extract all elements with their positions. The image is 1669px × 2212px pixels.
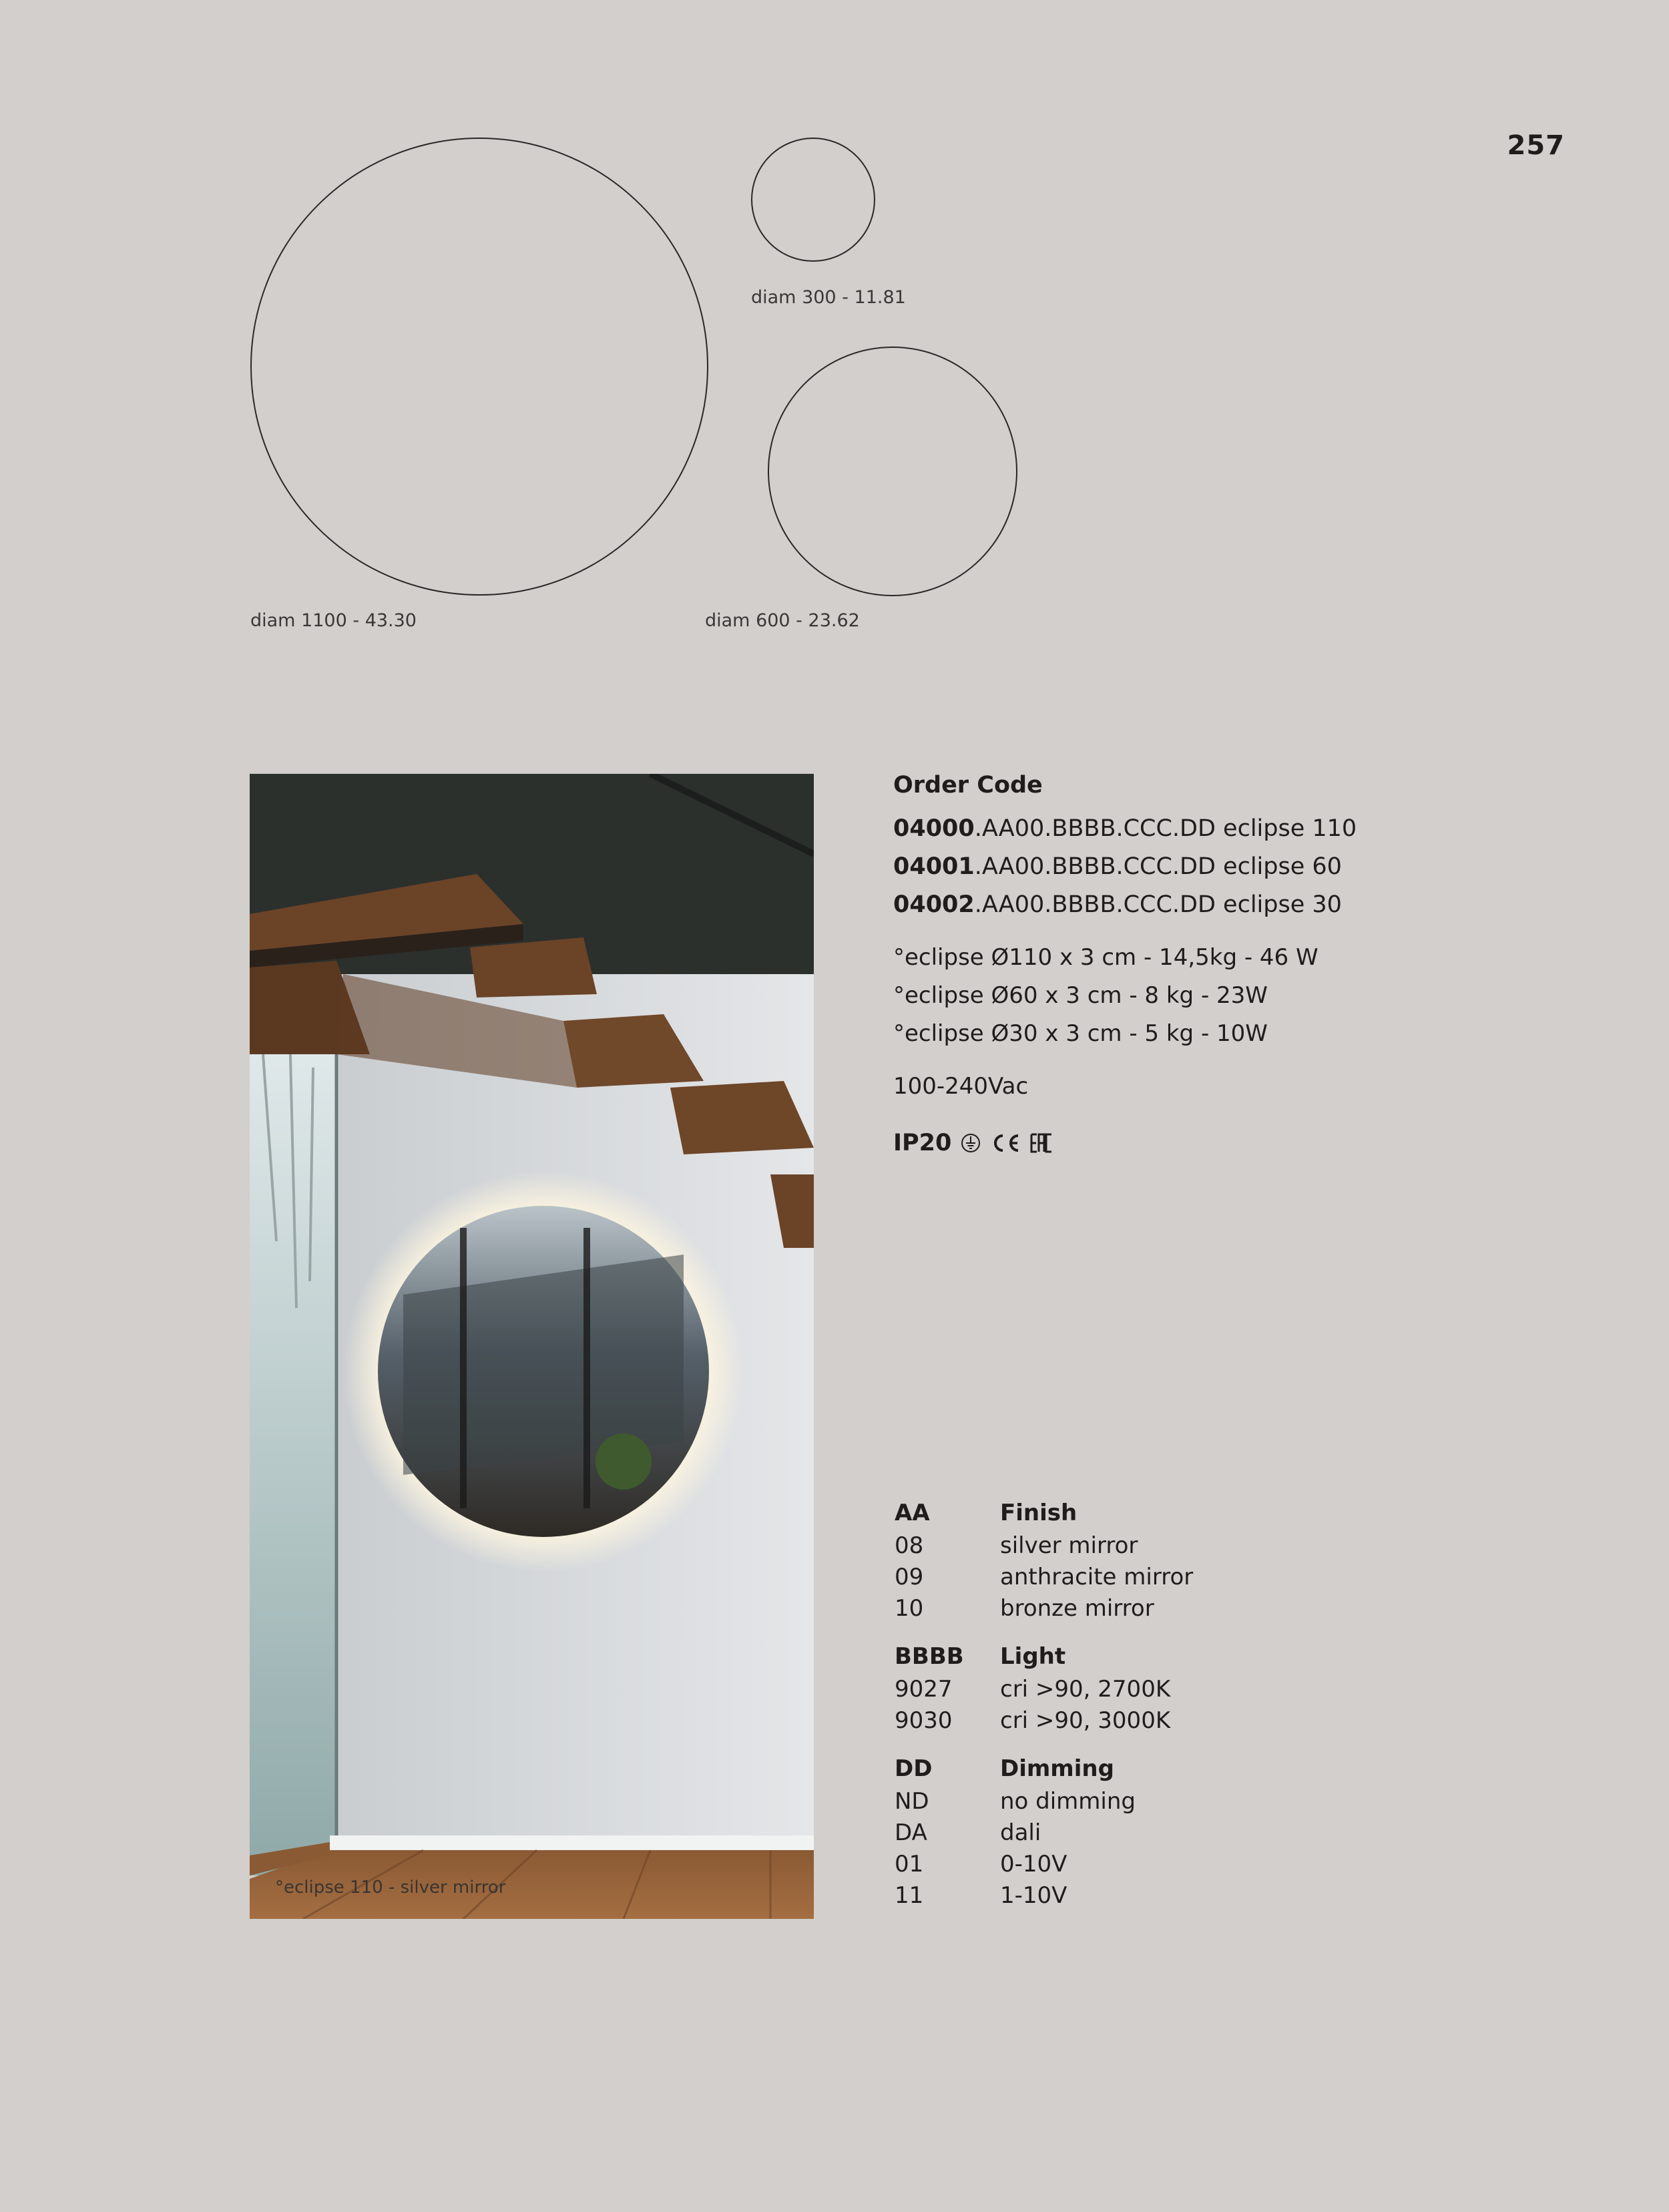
option-code: ND xyxy=(895,1788,929,1815)
order-code-line xyxy=(893,848,1561,886)
option-code: 01 xyxy=(895,1851,924,1877)
label-header: Dimming xyxy=(1000,1755,1114,1782)
option-label: cri >90, 3000K xyxy=(1000,1707,1171,1734)
option-label: dali xyxy=(1000,1819,1041,1846)
option-code: 9030 xyxy=(895,1707,953,1734)
order-code-line xyxy=(893,810,1561,848)
code-header: BBBB xyxy=(895,1643,964,1670)
order-code-suffix: .AA00.BBBB.CCC.DD eclipse 60 xyxy=(974,853,1342,880)
specifications xyxy=(893,771,1561,1158)
option-code: 09 xyxy=(895,1564,924,1590)
dimming-table xyxy=(895,1751,1429,1912)
option-label: no dimming xyxy=(1000,1788,1136,1815)
eac-mark-icon xyxy=(1030,1132,1053,1154)
option-tables xyxy=(895,1496,1429,1926)
option-code: DA xyxy=(895,1819,927,1846)
page-number: 257 xyxy=(1507,130,1565,161)
circle-diam-600 xyxy=(768,347,1017,596)
option-code: 10 xyxy=(895,1595,924,1622)
table-row xyxy=(895,1674,1429,1705)
diam-label-1100: diam 1100 - 43.30 xyxy=(250,610,417,631)
table-row xyxy=(895,1849,1429,1880)
photo-caption: °eclipse 110 - silver mirror xyxy=(275,1877,506,1898)
order-code-number: 04001 xyxy=(893,853,975,880)
dimensions-list xyxy=(893,939,1561,1053)
option-label: silver mirror xyxy=(1000,1532,1138,1559)
order-code-number: 04002 xyxy=(893,891,975,918)
dimension-line: °eclipse Ø60 x 3 cm - 8 kg - 23W xyxy=(893,982,1268,1009)
finish-table xyxy=(895,1496,1429,1624)
ground-symbol-icon xyxy=(961,1133,981,1153)
table-row xyxy=(895,1705,1429,1737)
diam-label-300: diam 300 - 11.81 xyxy=(751,287,906,308)
table-row xyxy=(895,1593,1429,1624)
option-label: anthracite mirror xyxy=(1000,1564,1194,1590)
order-code-suffix: .AA00.BBBB.CCC.DD eclipse 30 xyxy=(974,891,1342,918)
table-row xyxy=(895,1530,1429,1562)
certifications xyxy=(893,1128,1561,1158)
order-code-suffix: .AA00.BBBB.CCC.DD eclipse 110 xyxy=(974,815,1357,842)
table-row xyxy=(895,1817,1429,1849)
dimension-line: °eclipse Ø30 x 3 cm - 5 kg - 10W xyxy=(893,1020,1268,1047)
option-label: bronze mirror xyxy=(1000,1595,1154,1622)
option-label: cri >90, 2700K xyxy=(1000,1676,1171,1703)
order-code-number: 04000 xyxy=(893,815,975,842)
table-row xyxy=(895,1786,1429,1817)
table-header xyxy=(895,1639,1429,1674)
table-row xyxy=(895,1880,1429,1912)
label-header: Finish xyxy=(1000,1500,1078,1526)
option-code: 08 xyxy=(895,1532,924,1559)
circle-diam-300 xyxy=(751,138,875,262)
table-header xyxy=(895,1751,1429,1786)
voltage: 100-240Vac xyxy=(893,1073,1029,1100)
light-table xyxy=(895,1639,1429,1737)
option-label: 1-10V xyxy=(1000,1882,1067,1909)
circle-diam-1100 xyxy=(250,138,708,596)
diam-label-600: diam 600 - 23.62 xyxy=(705,610,860,631)
ce-mark-icon xyxy=(990,1132,1021,1154)
product-photo xyxy=(250,774,814,1919)
order-code-line xyxy=(893,886,1561,924)
code-header: AA xyxy=(895,1500,930,1526)
option-code: 11 xyxy=(895,1882,924,1909)
label-header: Light xyxy=(1000,1643,1066,1670)
dimension-line: °eclipse Ø110 x 3 cm - 14,5kg - 46 W xyxy=(893,944,1319,971)
order-code-title: Order Code xyxy=(893,772,1043,799)
code-header: DD xyxy=(895,1755,933,1782)
photo-illustration xyxy=(250,774,814,1919)
option-label: 0-10V xyxy=(1000,1851,1067,1877)
table-header xyxy=(895,1496,1429,1530)
table-row xyxy=(895,1562,1429,1593)
option-code: 9027 xyxy=(895,1676,953,1703)
ip-rating: IP20 xyxy=(893,1130,952,1156)
